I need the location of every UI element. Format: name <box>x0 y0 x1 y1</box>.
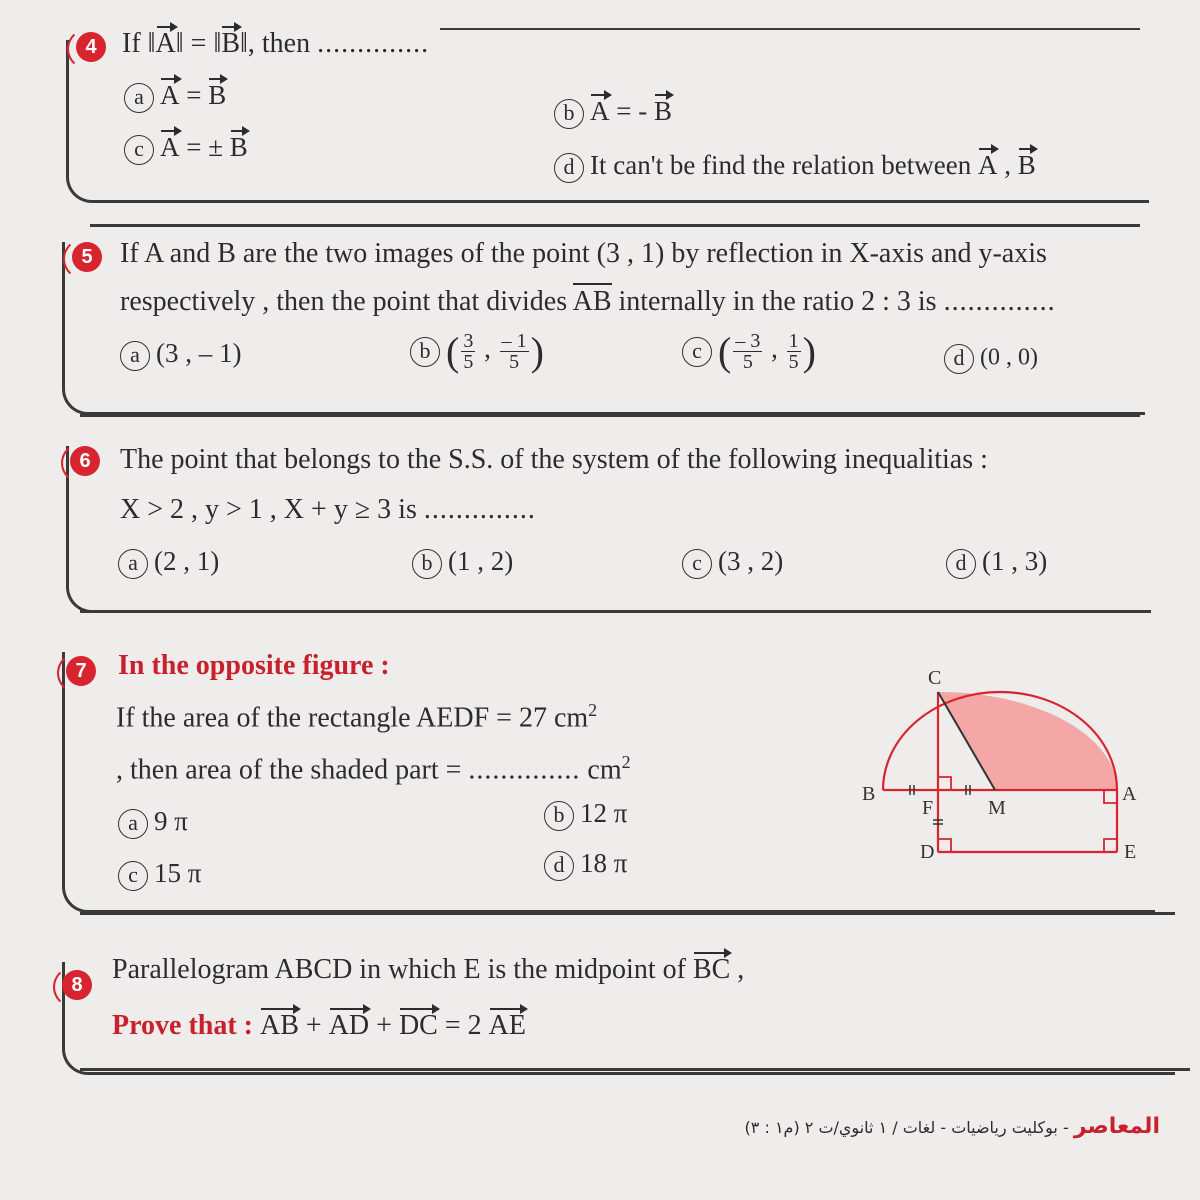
question-6-line1: The point that belongs to the S.S. of the system of the following inequalitias : <box>120 444 988 475</box>
vector-AB: AB <box>260 1010 299 1041</box>
option-text: (2 , 1) <box>154 546 220 576</box>
option-6a[interactable] <box>118 546 219 579</box>
option-letter: a <box>118 809 148 839</box>
option-text: (0 , 0) <box>980 344 1038 371</box>
vector-AE: AE <box>488 1010 526 1041</box>
right-angle-mark <box>1104 839 1117 852</box>
option-6d[interactable] <box>946 546 1047 579</box>
paren: ( <box>446 329 460 374</box>
divider <box>90 224 1140 227</box>
option-5d[interactable] <box>944 344 1038 374</box>
divider <box>80 414 1140 417</box>
vector-DC: DC <box>398 1010 438 1041</box>
question-8-line1 <box>112 954 744 986</box>
label-D: D <box>920 841 935 863</box>
option-text: (3 , – 1) <box>156 338 242 368</box>
vector-A: A <box>977 150 998 180</box>
option-text: = ± <box>179 132 230 162</box>
fraction <box>733 331 762 372</box>
question-6-line2 <box>120 494 536 526</box>
option-4a[interactable] <box>124 80 226 113</box>
fraction <box>461 331 475 372</box>
option-text: = - <box>609 96 654 126</box>
option-5a[interactable] <box>120 338 241 371</box>
option-text: 15 π <box>154 858 202 888</box>
q4-then: , then <box>247 28 311 59</box>
option-text: 9 π <box>154 806 188 836</box>
denominator: 5 <box>742 351 753 373</box>
numerator: – 3 <box>735 330 761 352</box>
unit: cm <box>587 754 622 786</box>
option-text: (1 , 2) <box>448 546 514 576</box>
option-text: 18 π <box>580 848 628 878</box>
question-number-5: 5 <box>72 242 102 272</box>
label-A: A <box>1122 783 1137 805</box>
fraction <box>787 331 801 372</box>
vector-B: B <box>229 132 248 162</box>
operator: = 2 <box>437 1010 489 1041</box>
option-letter: a <box>118 549 148 579</box>
divider <box>80 610 1150 613</box>
option-letter: b <box>554 99 584 129</box>
divider <box>440 28 1140 30</box>
label-F: F <box>922 797 934 819</box>
answer-blank: .............. <box>423 494 536 525</box>
superscript: 2 <box>588 700 598 720</box>
option-letter: d <box>544 851 574 881</box>
option-7d[interactable] <box>544 848 627 881</box>
option-4c[interactable] <box>124 132 248 165</box>
answer-blank: .............. <box>943 286 1056 317</box>
q5-text: respectively , then the point that divides <box>120 286 568 317</box>
option-letter: d <box>554 153 584 183</box>
option-letter: a <box>120 341 150 371</box>
denominator: 5 <box>788 351 799 373</box>
numerator: – 1 <box>501 330 527 352</box>
inequalities: X > 2 , y > 1 , X + y ≥ 3 is <box>120 494 417 525</box>
option-text: It can't be find the relation between <box>590 150 972 180</box>
denominator: 5 <box>463 351 474 373</box>
option-6b[interactable] <box>412 546 513 579</box>
option-letter: b <box>410 337 440 367</box>
divider <box>80 1068 1190 1071</box>
operator: + <box>369 1010 399 1041</box>
q7-text: , then area of the shaded part = <box>116 754 469 786</box>
question-5-line1: If A and B are the two images of the point (3 , 1) by reflection in X-axis and y-axis <box>120 238 1047 269</box>
option-text: 12 π <box>580 798 628 828</box>
option-letter: c <box>124 135 154 165</box>
numerator: 1 <box>788 330 799 352</box>
label-C: C <box>928 667 942 689</box>
option-text: (3 , 2) <box>718 546 784 576</box>
option-7a[interactable] <box>118 806 188 839</box>
option-letter: c <box>682 549 712 579</box>
option-text: , <box>997 150 1018 180</box>
answer-blank: .............. <box>468 754 581 786</box>
vector-B: B <box>221 28 240 59</box>
option-7b[interactable] <box>544 798 627 831</box>
label-E: E <box>1124 841 1137 863</box>
geometry-figure <box>850 662 1150 872</box>
option-4b[interactable] <box>554 96 672 129</box>
label-B: B <box>862 783 876 805</box>
option-7c[interactable] <box>118 858 201 891</box>
question-7-heading: In the opposite figure : <box>118 650 390 681</box>
question-4-prompt: If ‖A‖ = ‖B‖, then .............. <box>122 28 430 59</box>
q4-if: If <box>122 28 141 59</box>
question-7-line2 <box>116 752 631 786</box>
publisher-logo: المعاصر <box>1073 1114 1160 1139</box>
denominator: 5 <box>509 351 520 373</box>
shaded-region <box>938 692 1117 790</box>
segment-AB: AB <box>573 283 612 317</box>
option-letter: d <box>946 549 976 579</box>
divider <box>80 912 1175 915</box>
option-letter: b <box>412 549 442 579</box>
vector-B: B <box>208 80 227 110</box>
question-8-line2 <box>112 1010 526 1042</box>
question-number-4: 4 <box>76 32 106 62</box>
question-number-7: 7 <box>66 656 96 686</box>
vector-AD: AD <box>328 1010 370 1041</box>
vector-A: A <box>590 96 610 126</box>
vector-BC: BC <box>692 954 731 985</box>
q4-eq: = <box>190 28 207 59</box>
option-letter: a <box>124 83 154 113</box>
vector-A: A <box>160 80 180 110</box>
option-letter: d <box>944 344 974 374</box>
option-6c[interactable] <box>682 546 783 579</box>
question-number-6: 6 <box>70 446 100 476</box>
vector-A: A <box>155 28 176 59</box>
page-footer <box>745 1114 1160 1139</box>
vector-B: B <box>1017 150 1036 180</box>
footer-text: - بوكليت رياضيات - لغات / ١ ثانوي/ت ٢ (م١ : ٣) <box>744 1118 1069 1137</box>
paren: ) <box>802 329 816 374</box>
operator: + <box>298 1010 329 1041</box>
q7-text: If the area of the rectangle AEDF = 27 cm <box>116 702 589 734</box>
superscript: 2 <box>621 752 631 772</box>
option-letter: b <box>544 801 574 831</box>
option-5b[interactable]: b ( $\frac{3}{5}$ , $\frac{- 1}{5}$ ) <box>410 328 544 375</box>
label-M: M <box>988 797 1006 819</box>
option-text: = <box>179 80 209 110</box>
option-4d[interactable] <box>554 150 1036 183</box>
q8-text: , <box>730 954 745 985</box>
question-7-line1 <box>116 700 597 734</box>
paren: ( <box>718 329 732 374</box>
option-5c[interactable]: c ( $\frac{- 3}{5}$ , $\frac{1}{5}$ ) <box>682 328 816 375</box>
q5-text: internally in the ratio 2 : 3 is <box>618 286 937 317</box>
option-letter: c <box>118 861 148 891</box>
q8-text: Parallelogram ABCD in which E is the midpoint of <box>112 954 686 985</box>
right-angle-mark <box>938 839 951 852</box>
option-letter: c <box>682 337 712 367</box>
question-number-8: 8 <box>62 970 92 1000</box>
prove-label: Prove that : <box>112 1010 253 1041</box>
question-5-line2 <box>120 286 1056 318</box>
right-angle-mark <box>1104 790 1117 803</box>
fraction <box>500 331 529 372</box>
answer-blank: .............. <box>317 28 430 59</box>
vector-B: B <box>653 96 672 126</box>
numerator: 3 <box>463 330 474 352</box>
paren: ) <box>530 329 544 374</box>
right-angle-mark <box>938 777 951 790</box>
vector-A: A <box>160 132 180 162</box>
option-text: (1 , 3) <box>982 546 1048 576</box>
